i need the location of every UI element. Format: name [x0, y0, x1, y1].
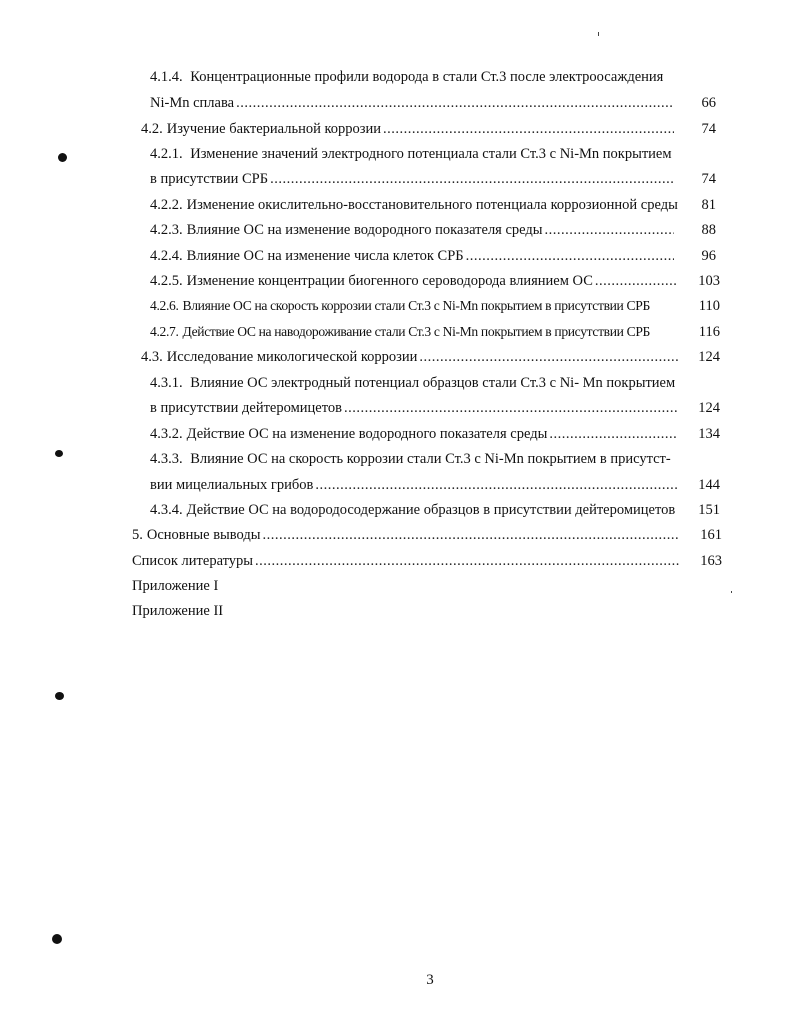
toc-number: 4.3.3. [150, 451, 183, 467]
toc-entry-references [132, 552, 722, 570]
toc-page: 163 [700, 553, 722, 569]
toc-number: 4.3.2. [150, 426, 183, 442]
toc-page: 81 [701, 197, 716, 213]
leader-dots [383, 120, 674, 138]
leader-dots [549, 425, 678, 443]
toc-entry-4-1-4-cont [150, 94, 716, 112]
toc-entry-5 [132, 526, 722, 544]
toc-entry-4-2-1 [150, 145, 687, 163]
toc-title: Влияние ОС на изменение водородного показателя среды [186, 222, 543, 238]
toc-entry-4-2-4 [150, 247, 716, 265]
toc-title: Приложение II [132, 603, 224, 619]
toc-page: 74 [701, 171, 716, 187]
toc-title-cont: Ni-Mn сплава [150, 95, 235, 111]
toc-title-cont: в присутствии дейтеромицетов [150, 400, 342, 416]
leader-dots [595, 272, 678, 290]
toc-title: Изменение значений электродного потенциала стали Ст.3 с Ni-Mn покрытием [190, 146, 672, 162]
toc-title: Приложение I [132, 578, 219, 594]
toc-title: Изучение бактериальной коррозии [166, 121, 382, 137]
toc-title: Влияние ОС на скорость коррозии стали Ст.3 с Ni-Mn покрытием в присутствии СРБ [182, 298, 650, 313]
toc-number: 4.3. [141, 349, 163, 365]
toc-entry-4-3 [141, 348, 720, 366]
leader-dots [255, 552, 680, 570]
toc-entry-4-2 [141, 120, 716, 138]
toc-entry-4-2-3 [150, 221, 716, 239]
scan-speck [731, 591, 732, 593]
toc-number: 4.2.5. [150, 273, 183, 289]
toc-number: 4.2.4. [150, 248, 183, 264]
toc-entry-4-3-3-cont [150, 476, 720, 494]
toc-page: 124 [698, 349, 720, 365]
toc-title: Исследование микологической коррозии [166, 349, 418, 365]
toc-page: 110 [698, 298, 720, 314]
toc-title: Список литературы [132, 553, 254, 569]
toc-title: Действие ОС на водородосодержание образцов в присутствии дейтеромицетов [186, 502, 676, 518]
scan-blot [55, 450, 63, 457]
toc-title: Концентрационные профили водорода в стали Ст.3 после электроосаждения [190, 69, 664, 85]
toc-page: 151 [698, 502, 720, 518]
leader-dots [263, 526, 681, 544]
toc-entry-4-1-4 [150, 68, 687, 86]
toc-number: 4.2.7. [150, 324, 179, 339]
toc-entry-4-2-5 [150, 272, 720, 290]
leader-dots [270, 170, 674, 188]
scan-speck [598, 32, 599, 36]
toc-title: Изменение концентрации биогенного сероводорода влиянием ОС [186, 273, 593, 289]
toc-entry-appendix-2 [132, 602, 432, 620]
toc-page: 88 [701, 222, 716, 238]
scan-blot [58, 153, 67, 162]
toc-title-cont: в присутствии СРБ [150, 171, 269, 187]
toc-entry-4-3-3 [150, 450, 687, 468]
leader-dots [545, 221, 674, 239]
toc-number: 4.2. [141, 121, 163, 137]
leader-dots [466, 247, 674, 265]
leader-dots [236, 94, 674, 112]
toc-page: 116 [698, 324, 720, 340]
toc-entry-appendix-1 [132, 577, 432, 595]
toc-number: 4.3.4. [150, 502, 183, 518]
scan-blot [52, 934, 62, 944]
toc-number: 4.3.1. [150, 375, 183, 391]
leader-dots [344, 399, 678, 417]
toc-title: Основные выводы [146, 527, 261, 543]
toc-number: 5. [132, 527, 143, 543]
toc-entry-4-3-2 [150, 425, 720, 443]
toc-entry-4-2-1-cont [150, 170, 716, 188]
toc-entry-4-2-2 [150, 196, 716, 214]
page-number: 3 [426, 972, 434, 988]
toc-page: 134 [698, 426, 720, 442]
toc-entry-4-3-1-cont [150, 399, 720, 417]
toc-entry-4-3-1 [150, 374, 687, 392]
toc-page: 74 [701, 121, 716, 137]
toc-title: Влияние ОС на изменение числа клеток СРБ [186, 248, 464, 264]
toc-page: 66 [701, 95, 716, 111]
toc-title-cont: вии мицелиальных грибов [150, 477, 314, 493]
toc-entry-4-3-4 [150, 501, 720, 519]
leader-dots [419, 348, 678, 366]
toc-number: 4.1.4. [150, 69, 183, 85]
toc-title: Влияние ОС электродный потенциал образцов стали Ст.3 с Ni- Mn покрытием [190, 375, 676, 391]
toc-entry-4-2-7 [150, 323, 720, 341]
toc-number: 4.2.3. [150, 222, 183, 238]
toc-number: 4.2.2. [150, 197, 183, 213]
toc-title: Влияние ОС на скорость коррозии стали Ст.3 с Ni-Mn покрытием в присутст- [190, 451, 671, 467]
toc-page: 124 [698, 400, 720, 416]
toc-page: 161 [700, 527, 722, 543]
toc-number: 4.2.6. [150, 298, 179, 313]
toc-page: 103 [698, 273, 720, 289]
toc-title: Изменение окислительно-восстановительного потенциала коррозионной среды [186, 197, 678, 213]
toc-title: Действие ОС на изменение водородного показателя среды [186, 426, 548, 442]
leader-dots [315, 476, 678, 494]
toc-entry-4-2-6 [150, 297, 720, 315]
toc-title: Действие ОС на наводороживание стали Ст.3 с Ni-Mn покрытием в присутствии СРБ [182, 324, 651, 339]
toc-number: 4.2.1. [150, 146, 183, 162]
toc-page: 96 [701, 248, 716, 264]
scan-blot [55, 692, 64, 700]
toc-page: 144 [698, 477, 720, 493]
